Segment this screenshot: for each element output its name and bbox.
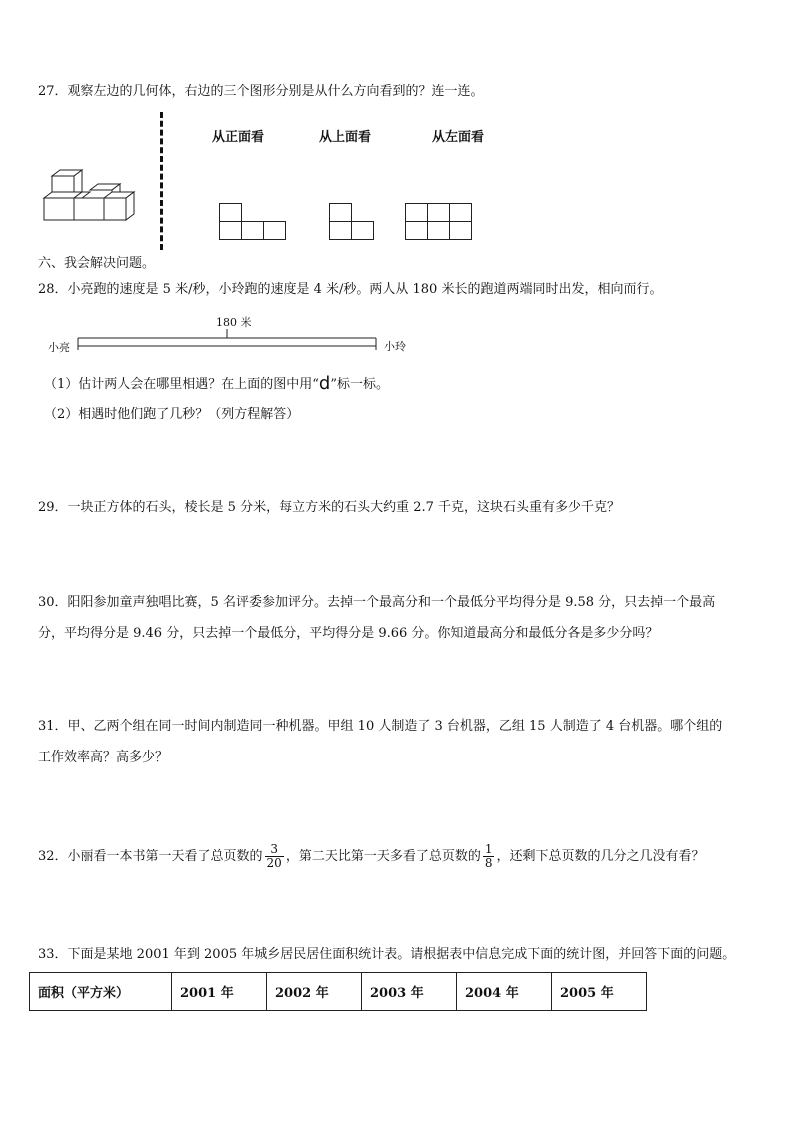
fraction-1-8: $\frac{1}{8}$ [484,842,493,870]
view-label-top: 从上面看 [319,130,372,145]
q31-line1: 31．甲、乙两个组在同一时间内制造同一种机器。甲组 10 人制造了 3 台机器，乙组 15 人制造了 4 台机器。哪个组的 [38,719,723,734]
mark-symbol: d [318,373,331,394]
table-header-cell: 面积（平方米） [30,973,172,1011]
statistics-table [29,972,647,1011]
table-header-cell: 2003 年 [362,973,457,1011]
left-runner-label: 小亮 [48,341,70,354]
table-row [30,973,647,1011]
table-header-cell: 2002 年 [267,973,362,1011]
q28-text: 28．小亮跑的速度是 5 米/秒，小玲跑的速度是 4 米/秒。两人从 180 米长的跑道两端同时出发，相向而行。 [38,282,663,297]
view-label-front: 从正面看 [212,130,265,145]
q27-text: 27．观察左边的几何体，右边的三个图形分别是从什么方向看到的？连一连。 [38,84,484,99]
q30-line1: 30．阳阳参加童声独唱比赛，5 名评委参加评分。去掉一个最高分和一个最低分平均得分是 9.58 分，只去掉一个最高 [38,595,716,610]
view-figure-3 [405,203,473,241]
dashed-divider [160,112,163,250]
q32-text: 32．小丽看一本书第一天看了总页数的 $\frac{3}{20}$ ，第二天比第一天多看了总页数的 $\frac{1}{8}$ ，还剩下总页数的几分之几没有看？ [38,842,705,870]
q28-sub1: （1）估计两人会在哪里相遇？在上面的图中用“d”标一标。 [44,373,390,394]
q31-line2: 工作效率高？高多少？ [38,750,169,765]
geometric-solid-figure [40,168,140,230]
right-runner-label: 小玲 [384,340,406,353]
q28-sub2: （2）相遇时他们跑了几秒？（列方程解答） [44,407,300,422]
view-label-left: 从左面看 [432,130,485,145]
segment-length-label: 180 米 [216,316,252,329]
q29-text: 29．一块正方体的石头，棱长是 5 分米，每立方米的石头大约重 2.7 千克，这块石头重有多少千克？ [38,500,621,515]
view-figure-2 [329,203,375,241]
fraction-3-20: $\frac{3}{20}$ [266,842,282,870]
q33-text: 33．下面是某地 2001 年到 2005 年城乡居民居住面积统计表。请根据表中信息完成下面的统计图，并回答下面的问题。 [38,947,736,962]
table-header-cell: 2001 年 [172,973,267,1011]
table-header-cell: 2004 年 [457,973,552,1011]
q30-line2: 分，平均得分是 9.46 分，只去掉一个最低分，平均得分是 9.66 分。你知道最高分和最低分各是多少分吗？ [38,626,659,641]
table-header-cell: 2005 年 [552,973,647,1011]
view-figure-1 [219,203,287,241]
section-heading: 六、我会解决问题。 [38,256,156,271]
